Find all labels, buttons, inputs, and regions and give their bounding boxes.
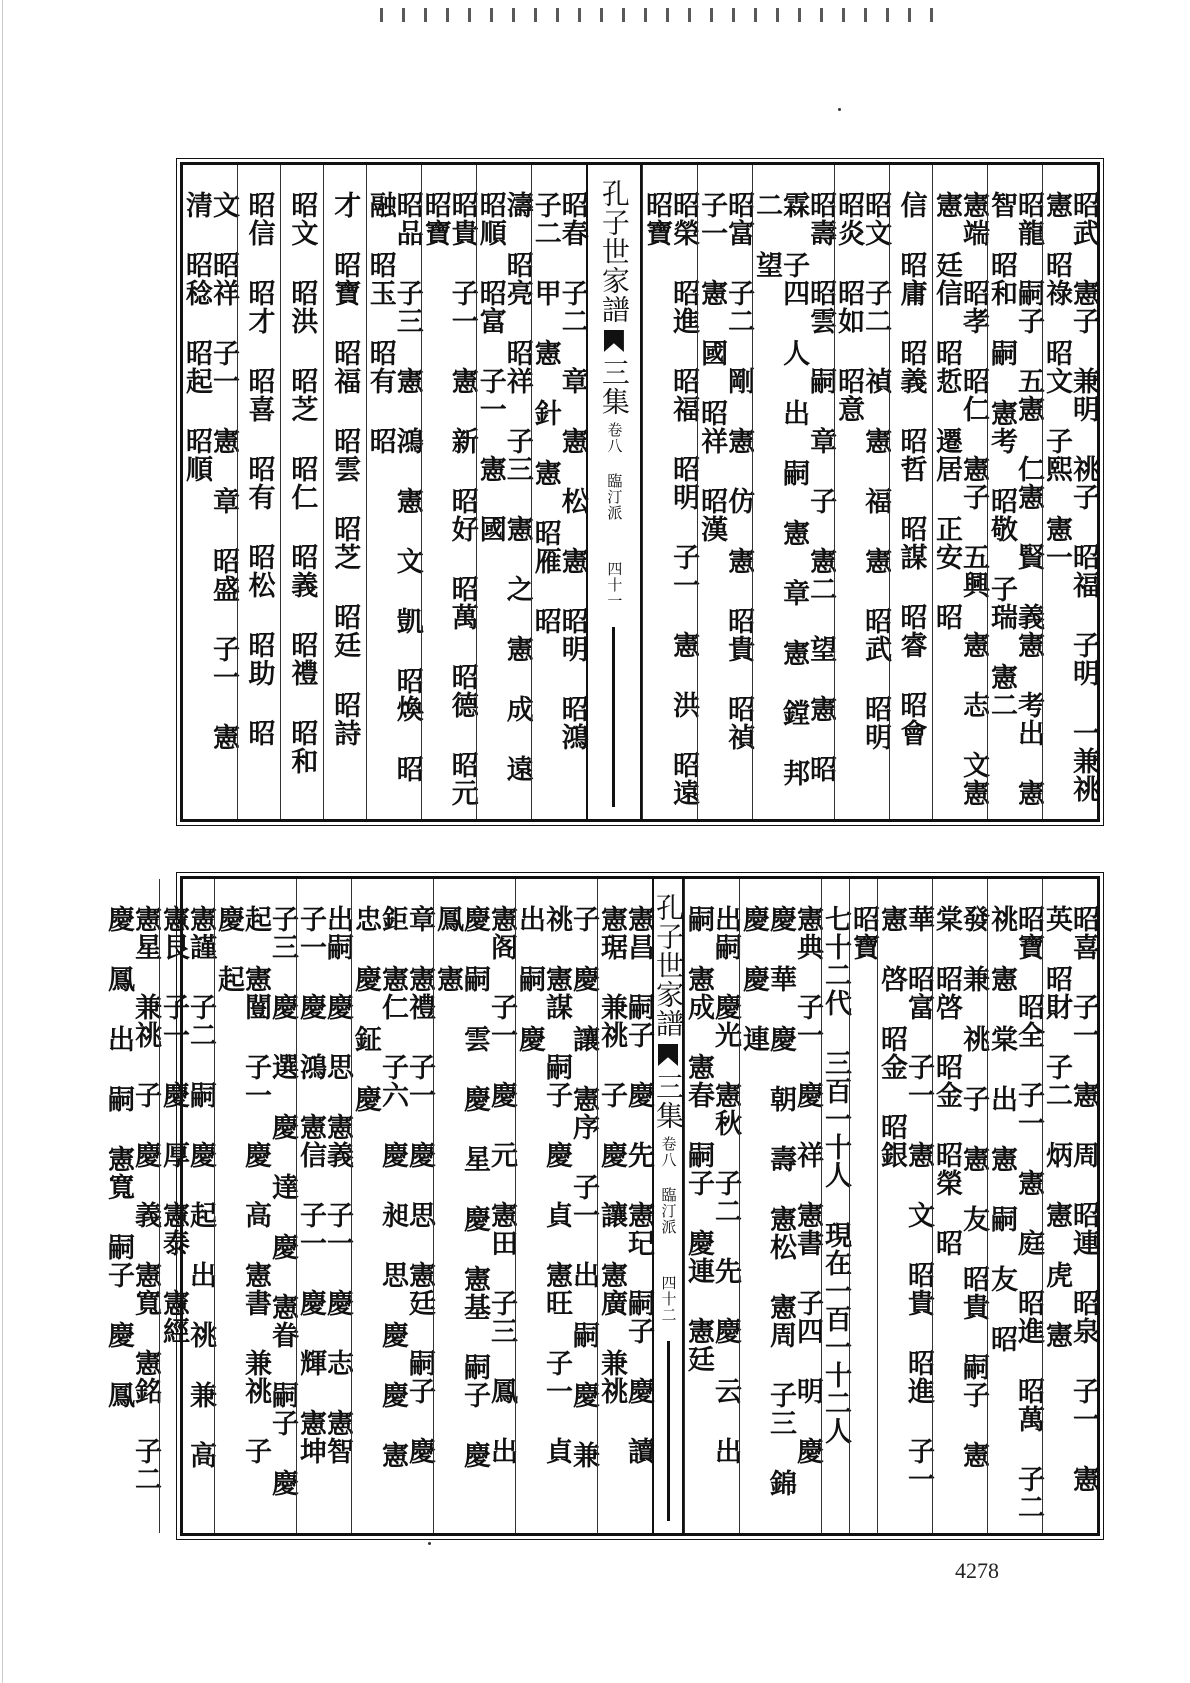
genealogy-column: 昭喜 子一 憲 周 昭連 昭泉 子一 憲 英 昭財 子二 炳 憲 虎 憲 — [1042, 879, 1097, 1533]
genealogy-column: 章 憲禮 子一 慶 思 憲廷 嗣子 慶 鉅 憲仁 子六 慶 昶 思 慶 慶 憲 忠 慶 鉦 慶 — [351, 879, 433, 1533]
genealogy-column: 昭武 憲子 兼明 祧子 昭福 子明 一兼祧 憲 昭祿 昭文 子熙 憲一 — [1042, 165, 1097, 819]
ridge-rule — [612, 627, 615, 807]
genealogy-column: 出嗣 慶光 憲秋 子二 先 慶 云 出 嗣 憲成 憲春 嗣子 慶連 憲廷 — [684, 879, 739, 1533]
genealogy-column: 昭榮 昭進 昭福 昭明 子一 憲 洪 昭遠 昭寶 — [642, 165, 697, 819]
leaf-page-number: 四十二 — [659, 1275, 678, 1323]
scan-page-number: 4278 — [955, 1558, 999, 1583]
volume-branch-label: 卷八 臨汀派 — [605, 422, 624, 521]
genealogy-column: 昭文 子二 禎 憲 福 憲 昭武 昭明 昭炎 昭如 昭意 — [834, 165, 889, 819]
genealogy-column: 昭富 子二 剛 憲 仿 憲 昭貴 昭禎 子一 憲 國 昭祥 昭漢 — [697, 165, 752, 819]
ridge-rule — [667, 1341, 670, 1521]
genealogy-column: 文 昭祥 子一 憲 章 昭盛 子一 憲 清 昭稔 昭起 昭順 — [181, 191, 239, 751]
genealogy-column: 子三 慶 選 慶 達 慶 憲眷 嗣子 慶 起 憲闓 子一 慶 高 憲書 兼祧 子 慶 起 — [214, 879, 296, 1533]
edition-label: 三集 — [597, 358, 631, 416]
book-title: 孔子世家譜 — [652, 893, 685, 1038]
genealogy-column: 憲典 子一 慶 祥 憲書 子四 明 慶 慶 華 慶 朝 壽 憲松 憲周 子三 錦 慶 慶 連 — [739, 879, 821, 1533]
book-ridge-column — [586, 165, 642, 819]
genealogy-column: 昭寶 — [849, 879, 877, 1533]
genealogy-column: 發 兼 祧 子 憲 友 昭貴 嗣子 憲 棠 昭啓 昭金 昭榮 昭 — [932, 879, 987, 1533]
genealogy-column: 濤 昭亮 昭祥 子三 憲 之 憲 成 遠 昭順 昭富 子一 憲 國 — [476, 165, 531, 819]
genealogy-column: 昭信 昭才 昭喜 昭有 昭松 昭助 昭 — [237, 165, 280, 819]
genealogy-column: 信 昭庸 昭義 昭哲 昭謀 昭睿 昭會 — [889, 165, 932, 819]
speck — [428, 1542, 431, 1545]
page-left-margin-line — [2, 0, 3, 1683]
genealogy-page-upper — [180, 162, 1100, 822]
genealogy-column: 子 慶 讓 憲序 子一 出 嗣 慶 兼 祧 憲謀 嗣子 慶 貞 憲旺 子一 貞 出 嗣 慶 — [515, 879, 597, 1533]
generation-summary-column: 七十二代 三百一十人 現在一百一十二人 — [821, 879, 849, 1533]
volume-branch-label: 卷八 臨汀派 — [659, 1136, 678, 1235]
top-edge-bleed-marks — [380, 8, 940, 22]
genealogy-column: 憲星 兼祧 子 慶 義 憲寬 憲銘 子二 慶 鳳 出 嗣 憲寬 嗣子 慶 鳳 — [103, 905, 161, 1493]
genealogy-column: 昭春 子二 章 憲 松 憲 昭明 昭鴻 子二 甲 憲 針 憲 昭雁 昭 — [531, 165, 586, 819]
genealogy-column: 昭貴 子一 憲 新 昭好 昭萬 昭德 昭元 昭寶 — [421, 165, 476, 819]
speck — [838, 108, 841, 111]
book-ridge-column — [652, 879, 684, 1533]
genealogy-column: 憲昌 嗣子 慶 先 憲玘 嗣子 慶 讀 憲琚 兼祧 子 慶 讓 憲廣 兼祧 — [597, 879, 652, 1533]
genealogy-column: 才 昭寶 昭福 昭雲 昭芝 昭廷 昭詩 — [323, 165, 366, 819]
book-title: 孔子世家譜 — [597, 179, 631, 324]
genealogy-column: 憲阁 子一 慶 元 憲田 子三 鳳 出 慶 嗣 雲 慶 星 慶 憲基 嗣子 慶 鳳 憲 — [433, 879, 515, 1533]
genealogy-page-lower — [103, 876, 1100, 1536]
fish-tail-mark-icon — [658, 1044, 678, 1066]
genealogy-column: 華 昭富 子一 憲 文 昭貴 昭進 子一 憲 啓 昭金 昭銀 — [877, 879, 932, 1533]
genealogy-column: 昭壽 昭雲 嗣 章 子 憲二 望 憲 昭霖 子四 人 出 嗣 憲 章 憲 鏜 邦 二 望 — [752, 165, 834, 819]
genealogy-column: 憲端 昭孝 昭仁 憲子 五興 憲 志 文憲 憲 廷信 昭悊 遷居 正安 昭 — [932, 165, 987, 819]
leaf-page-number: 四十一 — [605, 561, 624, 609]
genealogy-column: 出嗣 慶 思 憲義 子一 慶 志 憲智 子一 慶 鴻 憲信 子一 慶 輝 憲坤 — [296, 879, 351, 1533]
fish-tail-mark-icon — [604, 330, 624, 352]
genealogy-column: 昭品 子三 憲 鴻 憲 文 凱 昭煥 昭融 昭玉 昭有 昭 — [366, 165, 421, 819]
genealogy-column: 昭寶 昭全 子一 憲 庭 昭進 昭萬 子二 祧 憲 棠 出 憲 嗣 友 昭 — [987, 879, 1042, 1533]
genealogy-column: 憲謹 子二 嗣 慶 起 出 祧 兼 高 憲艮 子一 慶 厚 憲泰 憲經 — [159, 879, 214, 1533]
edition-label: 三集 — [652, 1072, 685, 1130]
genealogy-column: 昭龍 嗣子 五憲 仁憲 賢 義憲 考出 憲智 昭和 嗣 憲考 昭敬 子瑞 憲二 — [987, 165, 1042, 819]
genealogy-column: 昭文 昭洪 昭芝 昭仁 昭義 昭禮 昭和 — [280, 165, 323, 819]
